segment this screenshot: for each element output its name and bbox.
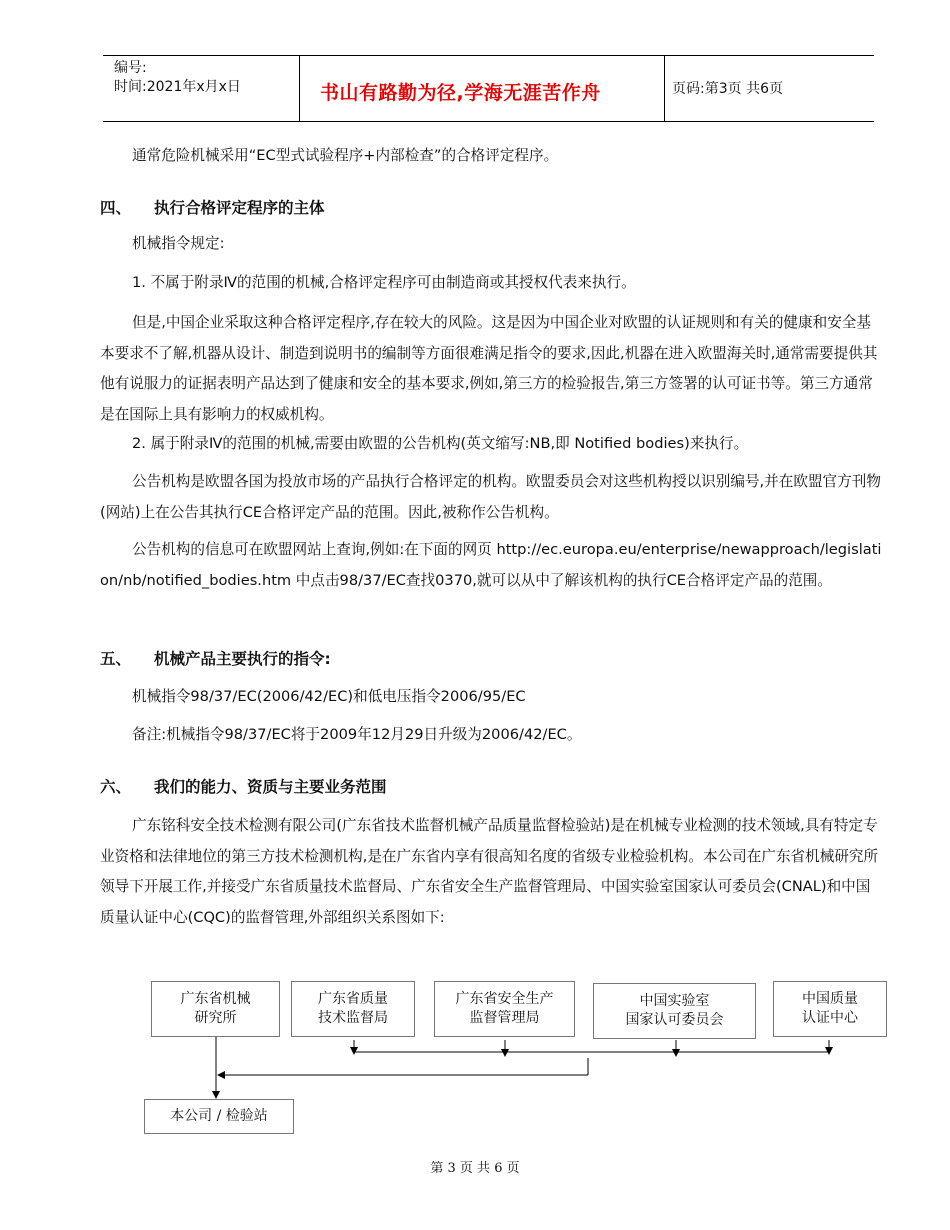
box-guangdong-machinery-institute: 广东省机械 研究所 [151, 981, 280, 1037]
box-cqc: 中国质量 认证中心 [773, 981, 887, 1037]
section-4-paragraph-4: 2. 属于附录Ⅳ的范围的机械,需要由欧盟的公告机构(英文缩写:NB,即 Notified bodies)来执行。 [132, 435, 749, 452]
section-5-paragraph-1: 机械指令98/37/EC(2006/42/EC)和低电压指令2006/95/EC [132, 688, 526, 705]
section-4-number: 四、 [100, 199, 132, 217]
section-6-paragraph-1: 广东铭科安全技术检测有限公司(广东省技术监督机械产品质量监督检验站)是在机械专业检测的技术领域,具有特定专业资格和法律地位的第三方技术检测机构,是在广东省内享有很高知名度的省级专业检验机构。本公司在广东省机械研究所领导下开展工作,并接受广东省质量技术监督局、广东省安全生产监督管理局、中国实验室国家认可委员会(CNAL)和中国质量认证中心(CQC)的监督管理,外部组织关系图如下: [100, 817, 879, 926]
intro-paragraph: 通常危险机械采用“EC型式试验程序+内部检查”的合格评定程序。 [132, 147, 559, 164]
section-4-title: 执行合格评定程序的主体 [154, 199, 325, 217]
section-4-paragraph-6: 公告机构的信息可在欧盟网站上查询,例如:在下面的网页 http://ec.europa.eu/enterprise/newapproach/legislation/nb/notified_bodies.htm 中点击98/37/EC查找0370,就可以从中了解该机构的执行CE合格评定产品的范围。 [100, 541, 882, 589]
section-4-paragraph-5: 公告机构是欧盟各国为投放市场的产品执行合格评定的机构。欧盟委员会对这些机构授以识别编号,并在欧盟官方刊物(网站)上在公告其执行CE合格评定产品的范围。因此,被称作公告机构。 [100, 473, 881, 521]
header-number-label: 编号: [114, 60, 147, 76]
section-5-number: 五、 [100, 650, 132, 668]
box-guangdong-quality-bureau: 广东省质量 技术监督局 [291, 981, 415, 1037]
section-6-number: 六、 [100, 778, 132, 796]
header-motto: 书山有路勤为径,学海无涯苦作舟 [320, 82, 601, 104]
page-footer: 第 3 页 共 6 页 [430, 1161, 520, 1176]
section-5-paragraph-2: 备注:机械指令98/37/EC将于2009年12月29日升级为2006/42/EC。 [132, 726, 582, 743]
header-page-label: 页码:第3页 共6页 [672, 81, 783, 97]
section-4-paragraph-2: 1. 不属于附录Ⅳ的范围的机械,合格评定程序可由制造商或其授权代表来执行。 [132, 274, 636, 291]
section-6-title: 我们的能力、资质与主要业务范围 [154, 778, 387, 796]
section-5-title: 机械产品主要执行的指令: [154, 650, 331, 668]
section-4-paragraph-1: 机械指令规定: [132, 235, 225, 252]
box-company-station: 本公司 / 检验站 [144, 1099, 294, 1134]
box-guangdong-safety-bureau: 广东省安全生产 监督管理局 [434, 981, 575, 1037]
section-4-paragraph-3: 但是,中国企业采取这种合格评定程序,存在较大的风险。这是因为中国企业对欧盟的认证规则和有关的健康和安全基本要求不了解,机器从设计、制造到说明书的编制等方面很难满足指令的要求,因此,机器在进入欧盟海关时,通常需要提供其他有说服力的证据表明产品达到了健康和安全的基本要求,例如,第三方的检验报告,第三方签署的认可证书等。第三方通常是在国际上具有影响力的权威机构。 [100, 314, 878, 423]
box-cnal: 中国实验室 国家认可委员会 [593, 983, 756, 1039]
header-time-label: 时间:2021年x月x日 [114, 79, 241, 95]
